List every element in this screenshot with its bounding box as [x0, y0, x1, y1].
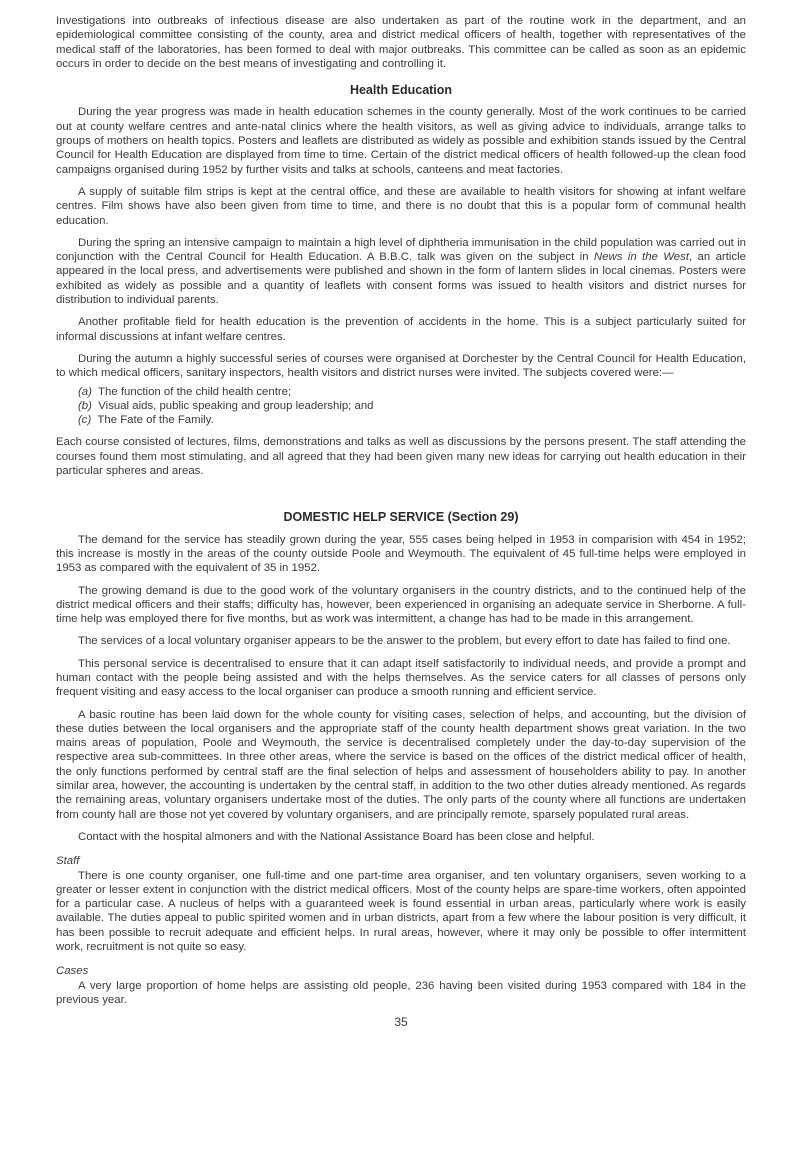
paragraph: Each course consisted of lectures, films, demonstrations and talks as well as discussions by the persons present. The staff attending the courses found them most stimulating, and all agreed that they had been given many new ideas for carrying out health education in their particular spheres and areas.	[56, 436, 746, 478]
course-subjects-list	[78, 385, 746, 428]
intro-paragraph: Investigations into outbreaks of infectious disease are also undertaken as part of the routine work in the department, and an epidemiological committee consisting of the county, area and district medical officers of health, together with representatives of the medical staff of the laboratories, has been formed to deal with major outbreaks. This committee can be called as soon as an epidemic occurs in order to decide on the best means of investigating and controlling it.	[56, 15, 746, 70]
section-heading-domestic-help: DOMESTIC HELP SERVICE (Section 29)	[283, 510, 519, 525]
list-item-text: The Fate of the Family.	[97, 414, 214, 427]
paragraph: There is one county organiser, one full-time and one part-time area organiser, and ten voluntary organisers, seven working to a greater or lesser extent in conjunction with the district medical officers. Most of the county helps are spare-time workers, often appointed for a particular case. A nucleus of helps with a guaranteed week is found essential in urban areas, particularly where work is easily available. The duties appeal to public spirited women and in urban districts, apart from a few where the labour position is very difficult, it has been possible to recruit adequate and efficient helps. In rural areas, however, where it may only be possible to offer intermittent work, recruitment is not quite so easy.	[56, 869, 746, 954]
section-heading-health-education: Health Education	[349, 83, 453, 98]
list-marker: (a)	[78, 385, 92, 398]
paragraph: The growing demand is due to the good work of the voluntary organisers in the country districts, and to the continued help of the district medical officers and their staffs; difficulty has, however, been experienced in organising an adequate service in Sherborne. A full-time help was employed there for five months, but as work was intermittent, a change has had to be made in this arrangement.	[56, 584, 746, 626]
paragraph: During the year progress was made in health education schemes in the county generally. Most of the work continues to be carried out at county welfare centres and ante-natal clinics where the health visitors, as well as giving advice to individuals, arrange talks to groups of mothers on health topics. Posters and leaflets are distributed as widely as possible and exhibition stands issued by the Central Council for Health Education are displayed from time to time. Certain of the district medical officers of health followed-up the clean food campaigns organised during 1952 by further visits and talks at schools, canteens and meat factories.	[56, 106, 746, 176]
list-item-text: The function of the child health centre;	[98, 385, 292, 398]
paragraph: A supply of suitable film strips is kept at the central office, and these are available to health visitors for showing at infant welfare centres. Film shows have also been given from time to time, and there is no doubt that this is a popular form of communal health education.	[56, 185, 746, 227]
paragraph: Contact with the hospital almoners and with the National Assistance Board has been close and helpful.	[78, 830, 595, 843]
paragraph: This personal service is decentralised to ensure that it can adapt itself satisfactorily to individual needs, and provide a prompt and human contact with the people being assisted and with the helps themselves. As the service caters for all classes of persons only frequent visiting and easy access to the local organiser can produce a smooth running and efficient service.	[56, 657, 746, 699]
text-run: , an article appeared in the local press, and advertisements were published and shown in the form of lantern slides in local cinemas. Posters were exhibited as widely as possible and a quantity of leaflets with consent forms was issued to health visitors and district nurses for distribution to individual parents.	[56, 251, 746, 307]
paragraph	[56, 236, 746, 307]
page-number: 35	[394, 1015, 408, 1030]
list-marker: (b)	[78, 399, 92, 412]
paragraph: The demand for the service has steadily grown during the year, 555 cases being helped in 1953 in comparision with 454 in 1952; this increase is mostly in the areas of the county outside Poole and Weymouth. The equivalent of 45 full-time helps were employed in 1953 as compared with the equivalent of 35 in 1952.	[56, 533, 746, 575]
paragraph: The services of a local voluntary organiser appears to be the answer to the problem, but every effort to date has failed to find one.	[78, 635, 731, 648]
paragraph: Another profitable field for health education is the prevention of accidents in the home. This is a subject particularly suited for informal discussions at infant welfare centres.	[56, 316, 746, 343]
paragraph: During the autumn a highly successful series of courses were organised at Dorchester by the Central Council for Health Education, to which medical officers, sanitary inspectors, health visitors and district nurses were invited. The subjects covered were:—	[56, 352, 746, 380]
text-run: During the spring an intensive campaign to maintain a high level of diphtheria immunisation in the child population was carried out in conjunction with the Central Council for Health Education. A B.B.C. talk was given on the subject in	[56, 236, 746, 264]
paragraph: A very large proportion of home helps are assisting old people, 236 having been visited during 1953 compared with 184 in the previous year.	[56, 979, 746, 1006]
list-item-text: Visual aids, public speaking and group leadership; and	[98, 399, 374, 412]
paragraph: A basic routine has been laid down for the whole county for visiting cases, selection of helps, and accounting, but the division of these duties between the local organisers and the appropriate staff of the county health department shows great variation. In the two mains areas of population, Poole and Weymouth, the service is decentralised completely under the day-to-day supervision of the respective area sub-committees. In three other areas, where the service is based on the offices of the district medical officer of health, the only functions performed by central staff are the final selection of helps and assessment of householders ability to pay. In another similar area, however, the accounting is undertaken by the central staff, in addition to the two other duties already mentioned. As regards the remaining areas, voluntary organisers undertake most of the duties. The only parts of the county where all functions are undertaken from county hall are those not yet covered by voluntary organisers, and are principally remote, sparsely populated rural areas.	[56, 708, 746, 821]
list-item	[78, 385, 746, 399]
document-page	[56, 14, 746, 1030]
subheading-cases: Cases	[56, 965, 89, 978]
list-marker: (c)	[78, 414, 92, 427]
list-item	[78, 413, 746, 427]
subheading-staff: Staff	[56, 855, 80, 868]
list-item	[78, 399, 746, 413]
programme-title: News in the West	[593, 251, 689, 264]
